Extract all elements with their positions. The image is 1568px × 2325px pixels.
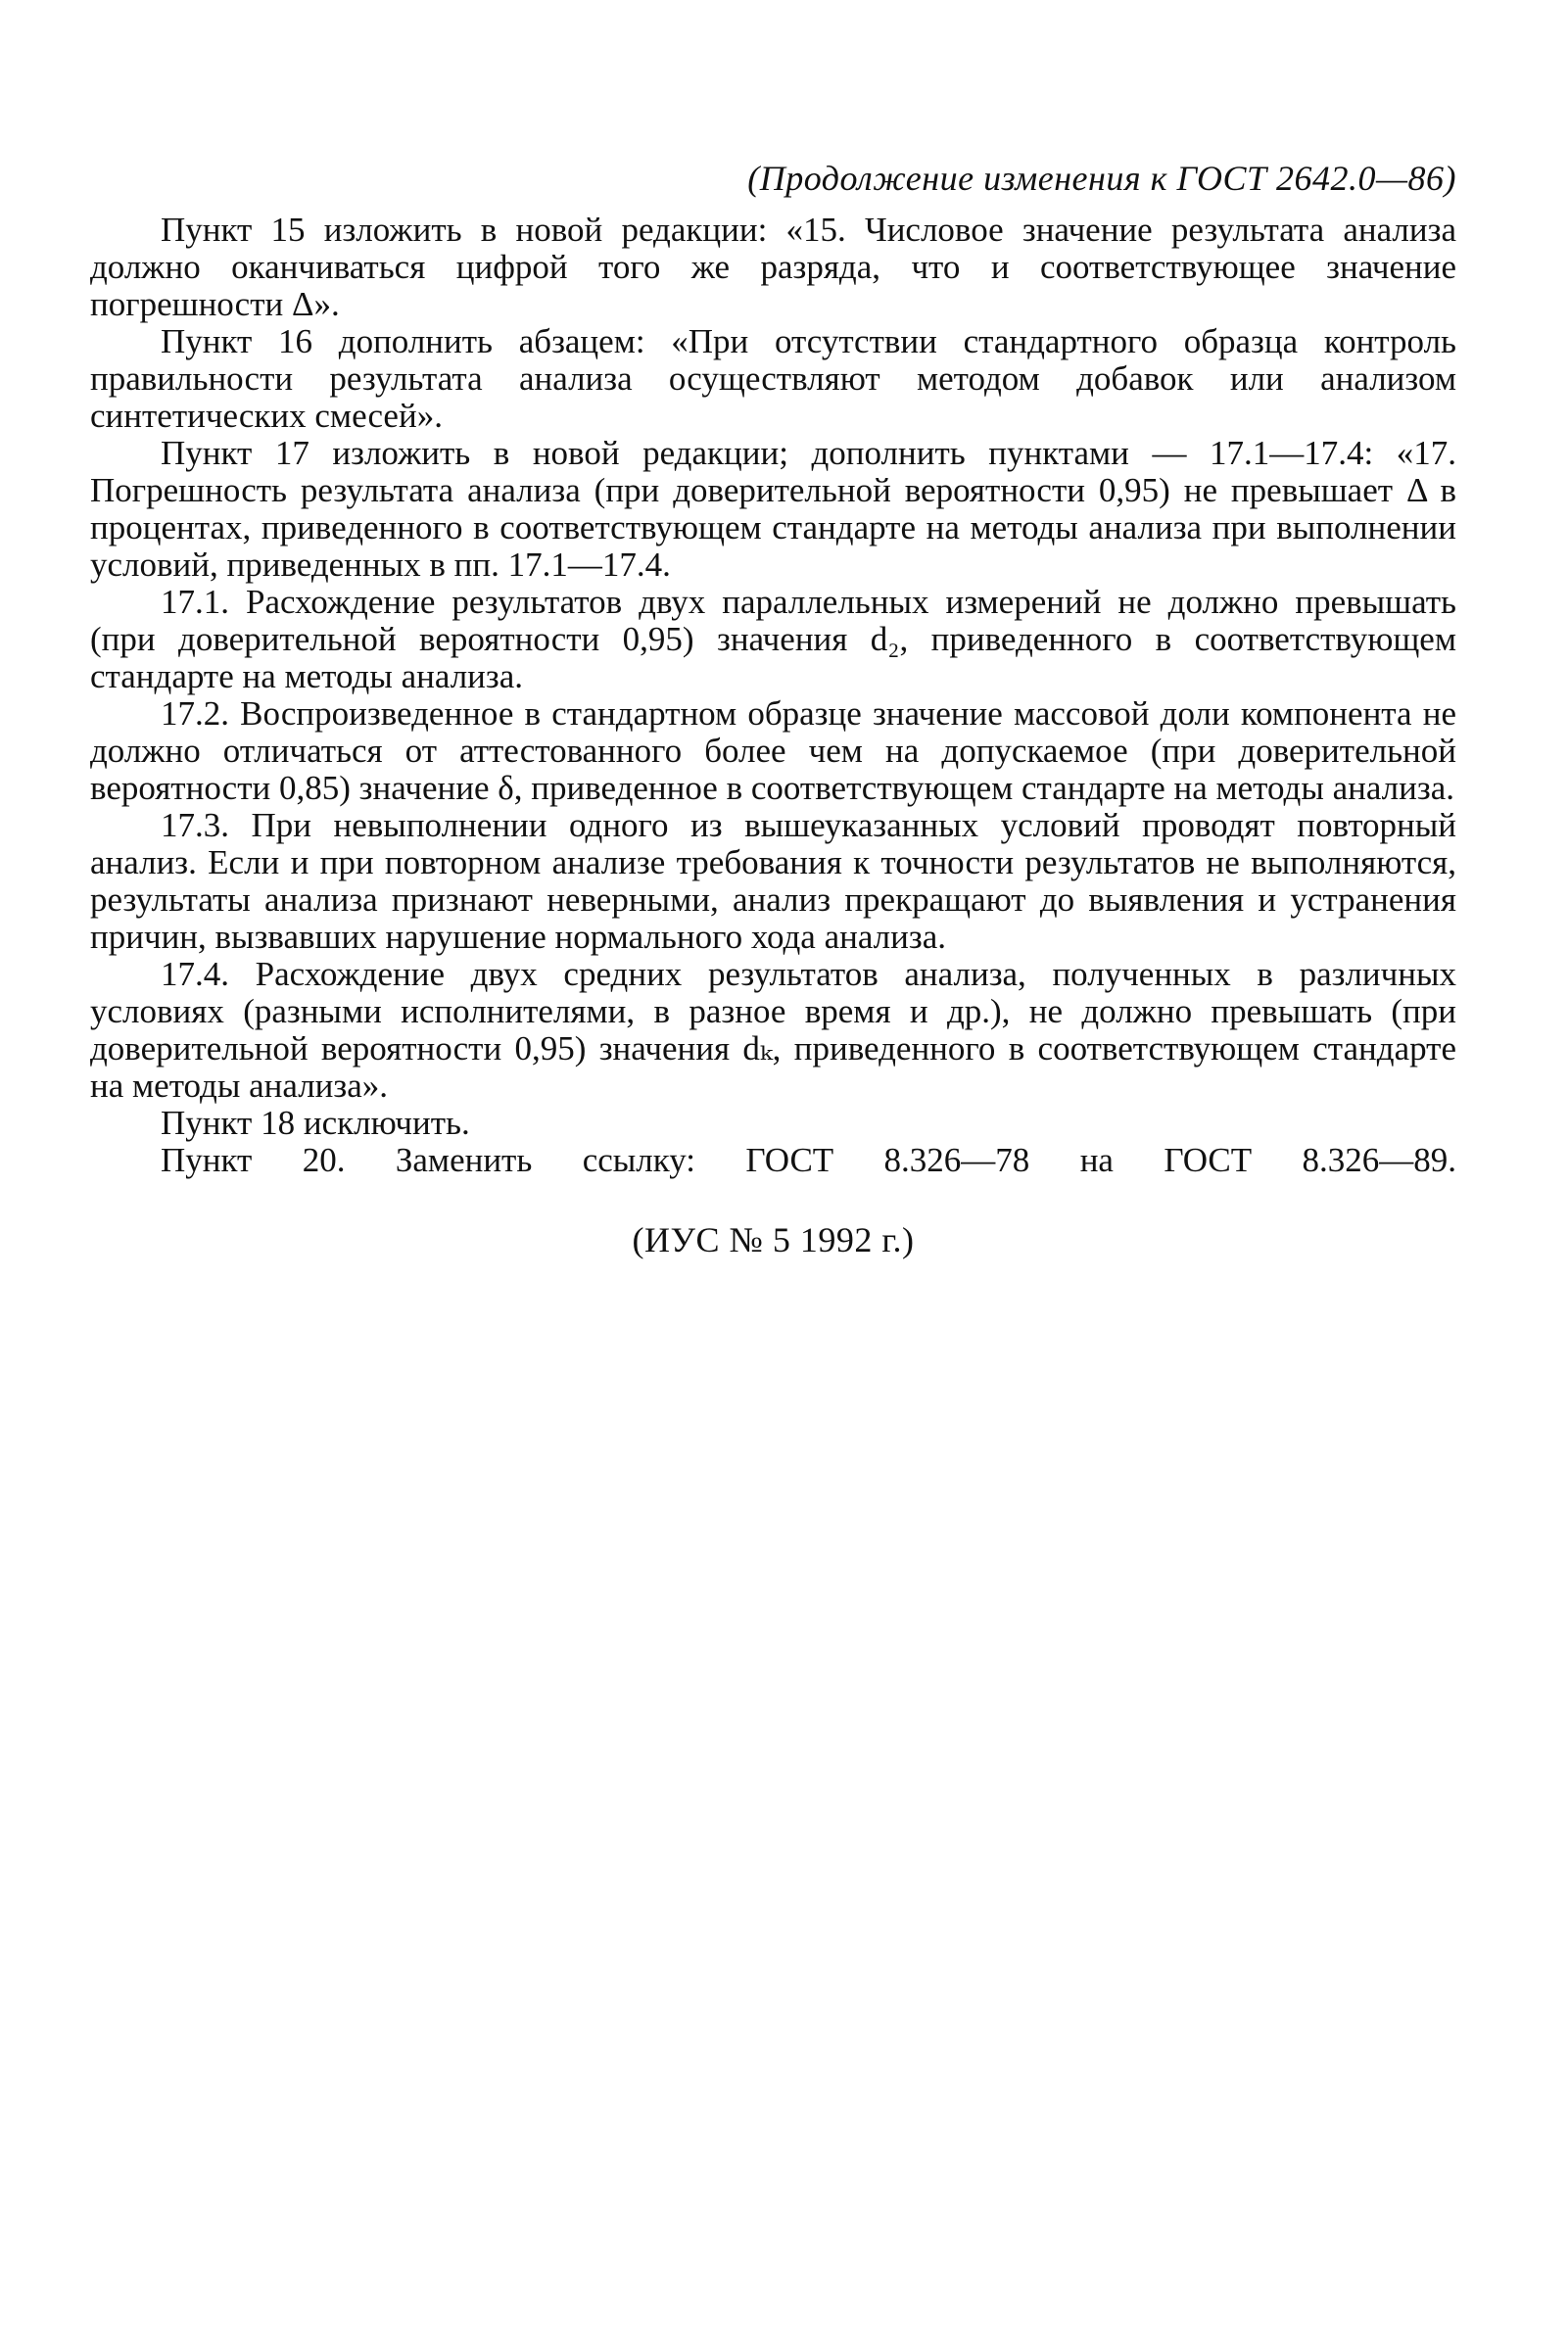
paragraph-18: Пункт 18 исключить. <box>161 1104 470 1142</box>
paragraph-17-1: 17.1. Расхождение результатов двух параллельных измерений не должно превышать (при доверительной вероятности 0,95) значения d₂, приведенного в соответствующем стандарте на методы анализа. <box>90 583 1456 695</box>
source-reference: (ИУС № 5 1992 г.) <box>632 1220 915 1259</box>
paragraph-16: Пункт 16 дополнить абзацем: «При отсутствии стандартного образца контроль правильности результата анализа осуществляют методом добавок или анализом синтетических смесей». <box>90 322 1456 435</box>
document-body <box>90 212 1456 1179</box>
paragraph-17-3: 17.3. При невыполнении одного из вышеуказанных условий проводят повторный анализ. Если и при повторном анализе требования к точности результатов не выполняются, результаты анализа признают неверными, анализ прекращают до выявления и устранения причин, вызвавших нарушение нормального хода анализа. <box>90 806 1456 956</box>
paragraph-17-2: 17.2. Воспроизведенное в стандартном образце значение массовой доли компонента не должно отличаться от аттестованного более чем на допускаемое (при доверительной вероятности 0,85) значение δ, приведенное в соответствующем стандарте на методы анализа. <box>90 694 1456 807</box>
paragraph-17: Пункт 17 изложить в новой редакции; дополнить пунктами — 17.1—17.4: «17. Погрешность результата анализа (при доверительной вероятности 0,95) не превышает Δ в процентах, приведенного в соответствующем стандарте на методы анализа при выполнении условий, приведенных в пп. 17.1—17.4. <box>90 434 1456 584</box>
continuation-header: (Продолжение изменения к ГОСТ 2642.0—86) <box>747 159 1456 198</box>
paragraph-17-4: 17.4. Расхождение двух средних результатов анализа, полученных в различных условиях (разными исполнителями, в разное время и др.), не должно превышать (при доверительной вероятности 0,95) значения dₖ, приведенного в соответствующем стандарте на методы анализа». <box>90 955 1456 1105</box>
paragraph-15: Пункт 15 изложить в новой редакции: «15. Числовое значение результата анализа должно оканчиваться цифрой того же разряда, что и соответствующее значение погрешности Δ». <box>90 211 1456 323</box>
paragraph-20: Пункт 20. Заменить ссылку: ГОСТ 8.326—78 на ГОСТ 8.326—89. <box>161 1141 1456 1179</box>
